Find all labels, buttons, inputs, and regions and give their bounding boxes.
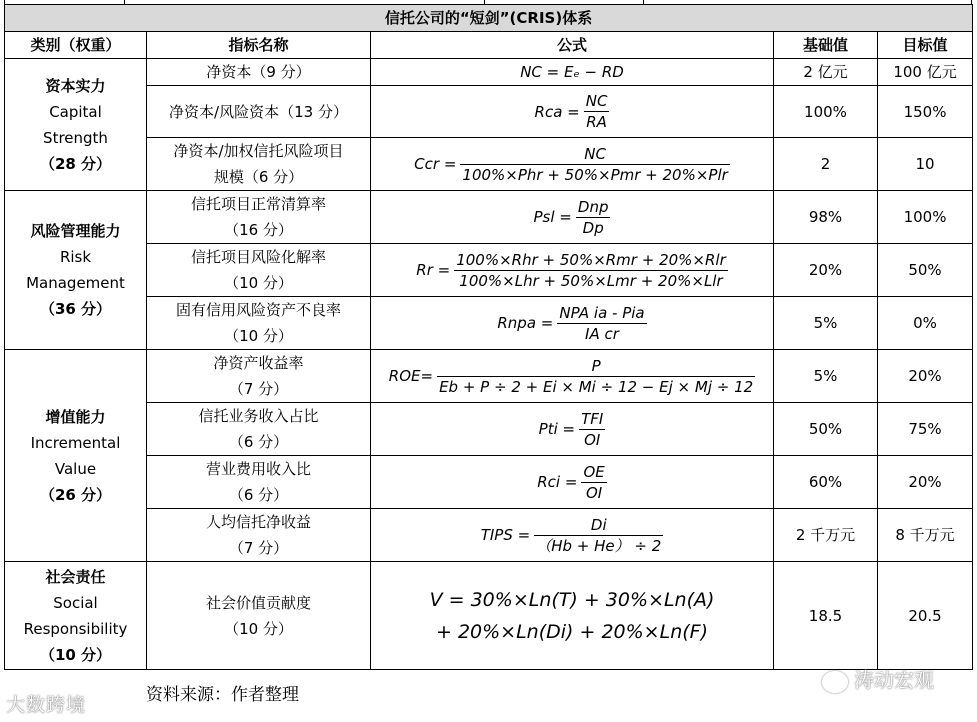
table-row (5, 59, 973, 86)
table-row (5, 297, 973, 350)
fraction: $\frac{\text{TFI}}{OI}$ (581, 409, 604, 449)
category-capital: 资本实力 Capital Strength （28 分） (5, 59, 147, 191)
source-note: 资料来源：作者整理 (146, 685, 299, 705)
table-row (5, 191, 973, 244)
base-value: 2 亿元 (774, 59, 878, 86)
formula: ROE= $\frac{P}{Eb + P \div 2 + Ei \times Mi \div 12 - Ej \times Mj \div 12}$ (371, 350, 774, 403)
formula: Ccr = $\frac{NC}{\text{100\%×Phr + 50\%×Pmr + 20\%×Plr}}$ (371, 138, 774, 191)
target-value: 50% (878, 244, 973, 297)
indicator-name: 营业费用收入比 （6 分） (147, 456, 371, 509)
formula: Rci = $\frac{OE}{OI}$ (371, 456, 774, 509)
indicator-name: 信托项目正常清算率 （16 分） (147, 191, 371, 244)
target-value: 0% (878, 297, 973, 350)
formula: Psl = $\frac{\text{Dnp}}{Dp}$ (371, 191, 774, 244)
fraction: $\frac{Di}{(Hb + He) \div 2}$ (536, 515, 662, 555)
base-value: 2 千万元 (774, 509, 878, 562)
indicator-name: 净资本（9 分） (147, 59, 371, 86)
formula: Rca = $\frac{NC}{RA}$ (371, 86, 774, 138)
base-value: 20% (774, 244, 878, 297)
formula: Rnpa = $\frac{\text{NPA ia - Pia}}{\text{IA cr}}$ (371, 297, 774, 350)
base-value: 98% (774, 191, 878, 244)
fraction: $\frac{P}{Eb + P \div 2 + Ei \times Mi \div 12 - Ej \times Mj \div 12}$ (439, 356, 754, 396)
target-value: 10 (878, 138, 973, 191)
table-row (5, 86, 973, 138)
table-row (5, 244, 973, 297)
watermark-left: 大数跨境 (6, 694, 87, 716)
table-row (5, 403, 973, 456)
fraction: $\frac{\text{100\%×Rhr + 50\%×Rmr + 20\%×Rlr}}{\text{100\%×Lhr + 50\%×Lmr + 20\%×Llr}}$ (456, 250, 726, 290)
indicator-name: 人均信托净收益 （7 分） (147, 509, 371, 562)
target-value: 20% (878, 456, 973, 509)
category-value: 增值能力 Incremental Value （26 分） (5, 350, 147, 562)
target-value: 8 千万元 (878, 509, 973, 562)
header-indicator: 指标名称 (147, 32, 371, 59)
target-value: 75% (878, 403, 973, 456)
watermark-right: 涛动宏观 (822, 664, 934, 693)
fraction: $\frac{NC}{RA}$ (585, 92, 608, 131)
formula: NC = Eₑ − RD (371, 59, 774, 86)
wechat-icon (822, 671, 848, 693)
target-value: 20.5 (878, 562, 973, 670)
target-value: 100% (878, 191, 973, 244)
base-value: 5% (774, 350, 878, 403)
table-row (5, 562, 973, 670)
table-title-row (5, 5, 973, 32)
indicator-name: 固有信用风险资产不良率 （10 分） (147, 297, 371, 350)
formula: Pti = $\frac{\text{TFI}}{OI}$ (371, 403, 774, 456)
fraction: $\frac{\text{Dnp}}{Dp}$ (577, 197, 609, 237)
base-value: 18.5 (774, 562, 878, 670)
fraction: $\frac{\text{NPA ia - Pia}}{\text{IA cr}}$ (559, 303, 645, 343)
formula: V = 30%×Ln(T) + 30%×Ln(A) + 20%×Ln(Di) + 20%×Ln(F) (371, 562, 774, 670)
indicator-name: 信托项目风险化解率 （10 分） (147, 244, 371, 297)
category-risk: 风险管理能力 Risk Management （36 分） (5, 191, 147, 350)
indicator-name: 净资产收益率 （7 分） (147, 350, 371, 403)
cris-table (4, 4, 973, 670)
category-social: 社会责任 Social Responsibility （10 分） (5, 562, 147, 670)
table-row (5, 456, 973, 509)
indicator-name: 净资本/风险资本（13 分） (147, 86, 371, 138)
fraction: $\frac{NC}{\text{100\%×Phr + 50\%×Pmr + 20\%×Plr}}$ (462, 144, 728, 184)
base-value: 100% (774, 86, 878, 138)
base-value: 5% (774, 297, 878, 350)
header-target: 目标值 (878, 32, 973, 59)
indicator-name: 净资本/加权信托风险项目 规模（6 分） (147, 138, 371, 191)
table-row (5, 350, 973, 403)
base-value: 2 (774, 138, 878, 191)
target-value: 100 亿元 (878, 59, 973, 86)
base-value: 60% (774, 456, 878, 509)
table-title: 信托公司的“短剑”(CRIS)体系 (5, 5, 973, 32)
table-row (5, 138, 973, 191)
header-formula: 公式 (371, 32, 774, 59)
target-value: 150% (878, 86, 973, 138)
fraction: $\frac{OE}{OI}$ (583, 462, 605, 502)
target-value: 20% (878, 350, 973, 403)
base-value: 50% (774, 403, 878, 456)
indicator-name: 信托业务收入占比 （6 分） (147, 403, 371, 456)
formula: TIPS = $\frac{Di}{(Hb + He) \div 2}$ (371, 509, 774, 562)
formula: Rr = $\frac{\text{100\%×Rhr + 50\%×Rmr + 20\%×Rlr}}{\text{100\%×Lhr + 50\%×Lmr + 20\%×Llr}}$ (371, 244, 774, 297)
header-base: 基础值 (774, 32, 878, 59)
table-header-row (5, 32, 973, 59)
table-row (5, 509, 973, 562)
header-category: 类别（权重） (5, 32, 147, 59)
indicator-name: 社会价值贡献度 （10 分） (147, 562, 371, 670)
